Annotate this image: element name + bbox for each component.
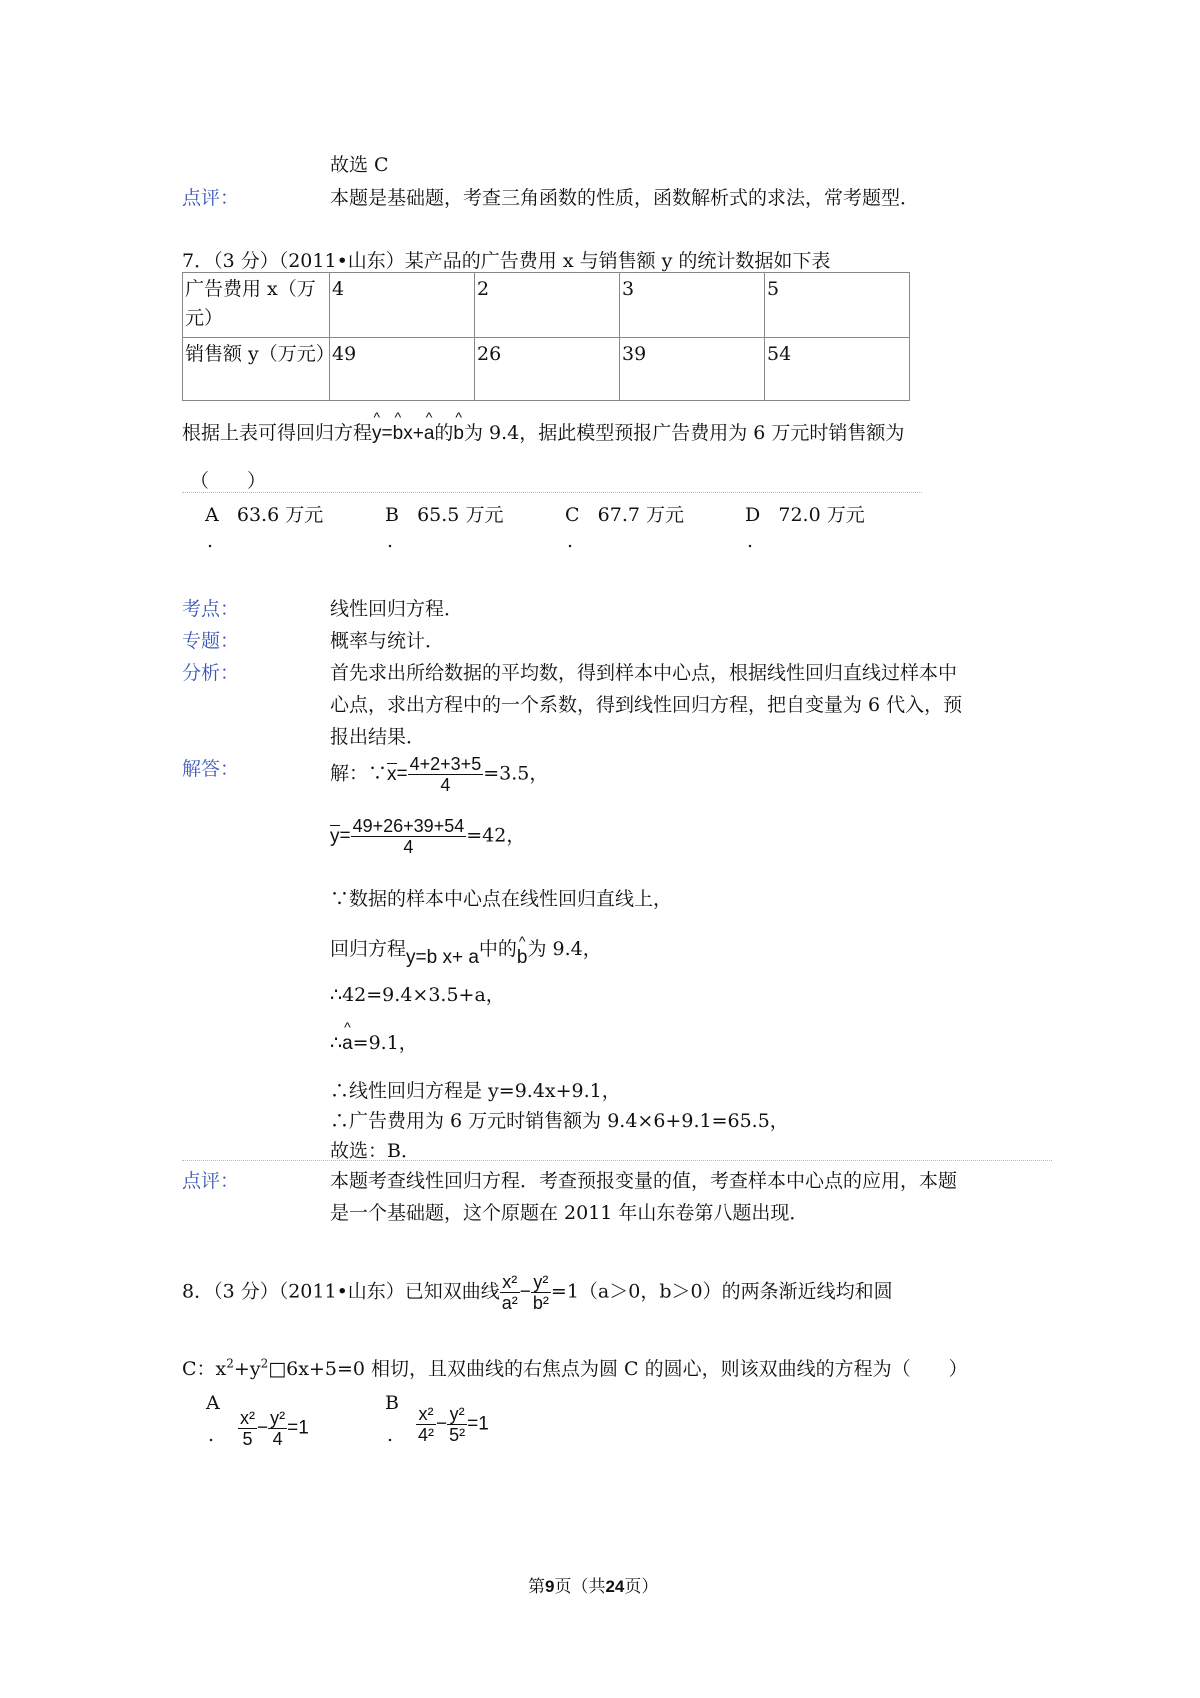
a-hat: ^ a: [424, 423, 435, 445]
fraction: $\frac{\text{y²}}{\text{b²}}$: [532, 1272, 549, 1313]
fraction: $\frac{\text{x²}}{\text{4²}}$: [418, 1404, 435, 1445]
table-row-header: 广告费用 x（万元）: [183, 273, 330, 338]
kaodian-label: 考点：: [182, 598, 240, 620]
zhuanti-label: 专题：: [182, 630, 240, 652]
a-hat: ^ a: [342, 1033, 353, 1055]
q7-option-b: B 65.5 万元: [385, 504, 504, 526]
fraction: $\frac{49+26+39+54}{4}$: [352, 816, 465, 857]
solution-line-7: ∴线性回归方程是 y=9.4x+9.1，: [330, 1080, 621, 1102]
q7-data-table: [182, 272, 910, 401]
q8-line-2: C：$x^2+y^2□6x+5=0$ 相切，且双曲线的右焦点为圆 C 的圆心，则该双曲线的方程为（ ）: [182, 1356, 968, 1380]
q8-option-b-letter: B: [385, 1392, 399, 1414]
jieda-label: 解答：: [182, 758, 240, 780]
dianping-line: 是一个基础题，这个原题在 2011 年山东卷第八题出现．: [330, 1202, 809, 1224]
table-cell: 39: [620, 338, 765, 401]
table-cell: 26: [475, 338, 620, 401]
prev-comment-text: 本题是基础题，考查三角函数的性质，函数解析式的求法，常考题型．: [330, 187, 920, 209]
page-total: 24: [605, 1577, 625, 1596]
q7-option-a: A 63.6 万元: [205, 504, 324, 526]
fraction: $\frac{4+2+3+5}{4}$: [409, 754, 482, 795]
b-hat: ^ b: [517, 947, 528, 969]
page-footer: 第9页（共24页）: [528, 1577, 659, 1596]
fraction: $\frac{\text{x²}}{\text{a²}}$: [501, 1272, 518, 1313]
table-cell: 3: [620, 273, 765, 338]
option-dot: .: [207, 530, 214, 552]
option-dot: .: [387, 1424, 394, 1446]
solution-line-3: ∵数据的样本中心点在线性回归直线上，: [330, 888, 673, 910]
zhuanti-text: 概率与统计．: [330, 630, 445, 652]
option-dot: .: [208, 1424, 215, 1446]
solution-line-2: y= $\frac{49+26+39+54}{4}$ =42，: [330, 816, 526, 857]
divider: [182, 492, 922, 493]
solution-line-5: ∴42=9.4×3.5+a，: [330, 984, 505, 1006]
fraction: $\frac{\text{y²}}{4}$: [270, 1408, 286, 1449]
kaodian-text: 线性回归方程．: [330, 598, 464, 620]
fenxi-line: 首先求出所给数据的平均数，得到样本中心点，根据线性回归直线过样本中: [330, 662, 958, 684]
solution-line-6: ∴^ a=9.1，: [330, 1028, 418, 1055]
table-cell: 49: [330, 338, 475, 401]
q7-option-d: D 72.0 万元: [745, 504, 865, 526]
fenxi-line: 心点，求出方程中的一个系数，得到线性回归方程，把自变量为 6 代入，预: [330, 694, 963, 716]
solution-line-4: 回归方程y=b x+ a中的^ b为 9.4，: [330, 934, 602, 961]
q8-option-b: $\frac{\text{x²}}{\text{4²}}$ − $\frac{\text{y²}}{\text{5²}}$ =1: [418, 1404, 489, 1445]
option-dot: .: [387, 530, 394, 552]
q8-option-a: $\frac{\text{x²}}{5}$ − $\frac{\text{y²}}{4}$ =1: [240, 1408, 309, 1449]
table-cell: 2: [475, 273, 620, 338]
q7-question-line: 根据上表可得回归方程^ y=^ bx+^ a的^ b为 9.4，据此模型预报广告费用为 6 万元时销售额为: [182, 418, 904, 445]
prev-comment-label: 点评：: [182, 187, 240, 209]
prev-conclusion: 故选 C: [330, 154, 389, 176]
fraction: $\frac{\text{x²}}{5}$: [240, 1408, 255, 1449]
y-hat: ^ y: [372, 423, 382, 445]
dianping-line: 本题考查线性回归方程．考查预报变量的值，考查样本中心点的应用，本题: [330, 1170, 958, 1192]
q7-stem: 7．（3 分）（2011•山东）某产品的广告费用 x 与销售额 y 的统计数据如下表: [182, 250, 831, 272]
fenxi-label: 分析：: [182, 662, 240, 684]
option-dot: .: [747, 530, 754, 552]
minus-glyph: □: [268, 1358, 287, 1380]
solution-line-8: ∴广告费用为 6 万元时销售额为 9.4×6+9.1=65.5，: [330, 1110, 789, 1132]
fenxi-line: 报出结果．: [330, 726, 426, 748]
divider: [182, 1160, 1052, 1161]
table-cell: 5: [765, 273, 910, 338]
y-bar: y: [330, 825, 340, 847]
q7-option-c: C 67.7 万元: [565, 504, 685, 526]
b-hat: ^ b: [393, 423, 404, 445]
table-row: [183, 273, 910, 338]
regression-equation: y=b x+ a: [406, 947, 479, 968]
solution-line-9: 故选：B．: [330, 1140, 420, 1162]
x-bar: x: [387, 763, 397, 785]
dianping-label: 点评：: [182, 1170, 240, 1192]
table-cell: 54: [765, 338, 910, 401]
option-dot: .: [567, 530, 574, 552]
table-cell: 4: [330, 273, 475, 338]
page-number: 9: [545, 1577, 555, 1596]
q8-option-a-letter: A: [206, 1392, 220, 1414]
table-row: [183, 338, 910, 401]
solution-line-1: 解：∵x= $\frac{4+2+3+5}{4}$ =3.5，: [330, 754, 549, 795]
fraction: $\frac{\text{y²}}{\text{5²}}$: [449, 1404, 466, 1445]
b-hat: ^ b: [453, 423, 464, 445]
table-row-header: 销售额 y（万元）: [183, 338, 330, 401]
q7-paren: （ ）: [190, 470, 267, 492]
q8-stem: 8．（3 分）（2011•山东）已知双曲线 $\frac{\text{x²}}{\text{a²}}$ − $\frac{\text{y²}}{\text{b²}}$ =1（a＞0，b＞0）的两条渐近线均和圆: [182, 1272, 893, 1313]
